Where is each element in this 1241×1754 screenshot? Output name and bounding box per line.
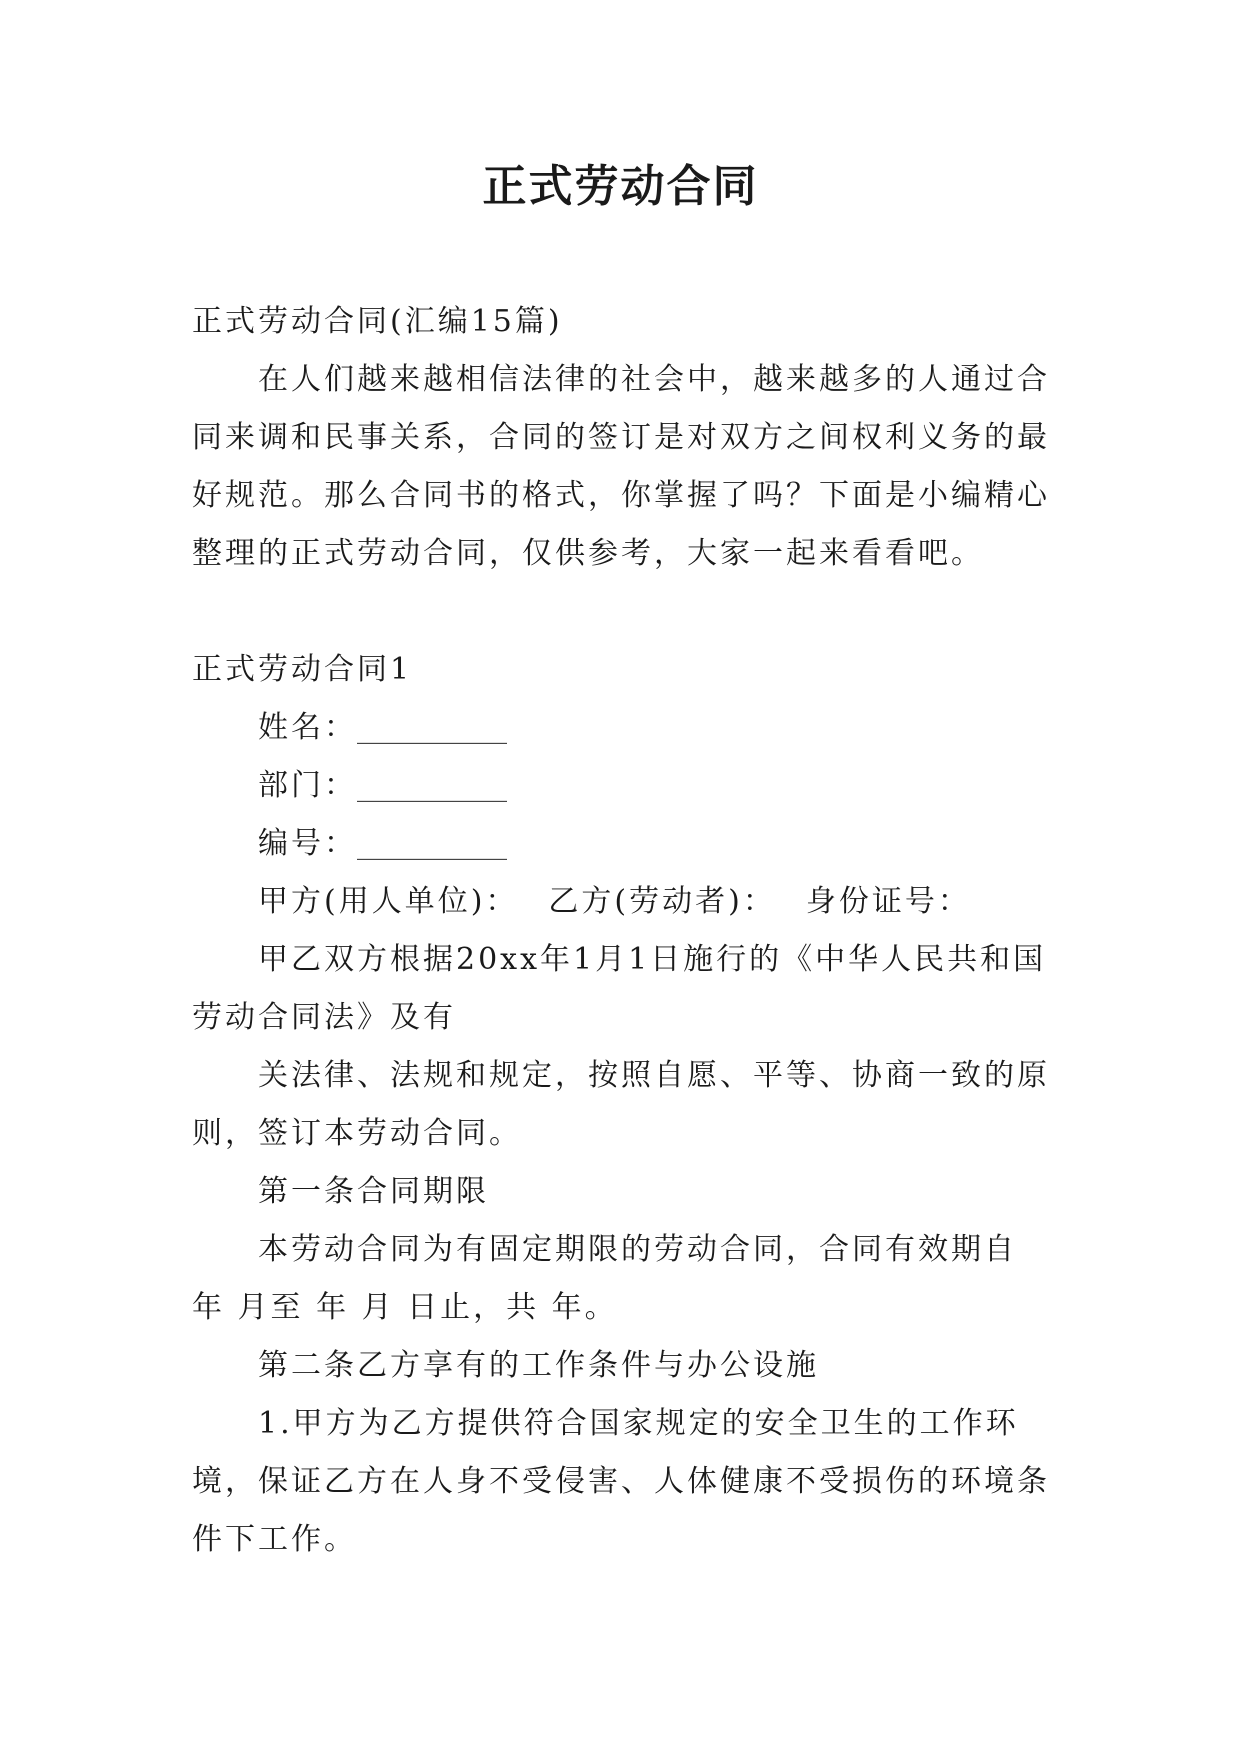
name-blank: __________ [357, 710, 507, 745]
intro-paragraph: 在人们越来越相信法律的社会中，越来越多的人通过合同来调和民事关系，合同的签订是对双方之间权利义务的最好规范。那么合同书的格式，你掌握了吗？下面是小编精心整理的正式劳动合同，仅供参考，大家一起来看看吧。 [192, 362, 1050, 571]
name-label: 姓名： [258, 710, 357, 745]
party-b-label: 乙方(劳动者)： [548, 884, 776, 919]
department-field [192, 757, 1052, 815]
parties-row [192, 873, 1052, 931]
basis-paragraph-2: 关法律、法规和规定，按照自愿、平等、协商一致的原则，签订本劳动合同。 [192, 1058, 1050, 1151]
party-a-label: 甲方(用人单位)： [258, 884, 519, 919]
document-subtitle: 正式劳动合同(汇编15篇) [192, 304, 563, 339]
number-blank: __________ [357, 826, 507, 861]
article-1-text: 本劳动合同为有固定期限的劳动合同，合同有效期自 年 月至 年 月 日止，共 年。 [192, 1232, 1017, 1325]
department-blank: __________ [357, 768, 507, 803]
document-title: 正式劳动合同 [482, 161, 759, 212]
article-1-title: 第一条合同期限 [258, 1174, 489, 1209]
section-heading: 正式劳动合同1 [192, 652, 413, 687]
basis-paragraph-1: 甲乙双方根据20xx年1月1日施行的《中华人民共和国劳动合同法》及有 [192, 942, 1047, 1035]
number-field [192, 815, 1052, 873]
article-2-title: 第二条乙方享有的工作条件与办公设施 [258, 1348, 819, 1383]
id-number-label: 身份证号： [805, 884, 971, 919]
number-label: 编号： [258, 826, 357, 861]
document-body [192, 293, 1052, 1569]
article-2-item-1: 1.甲方为乙方提供符合国家规定的安全卫生的工作环境，保证乙方在人身不受侵害、人体健康不受损伤的环境条件下工作。 [192, 1406, 1050, 1557]
department-label: 部门： [258, 768, 357, 803]
name-field [192, 699, 1052, 757]
